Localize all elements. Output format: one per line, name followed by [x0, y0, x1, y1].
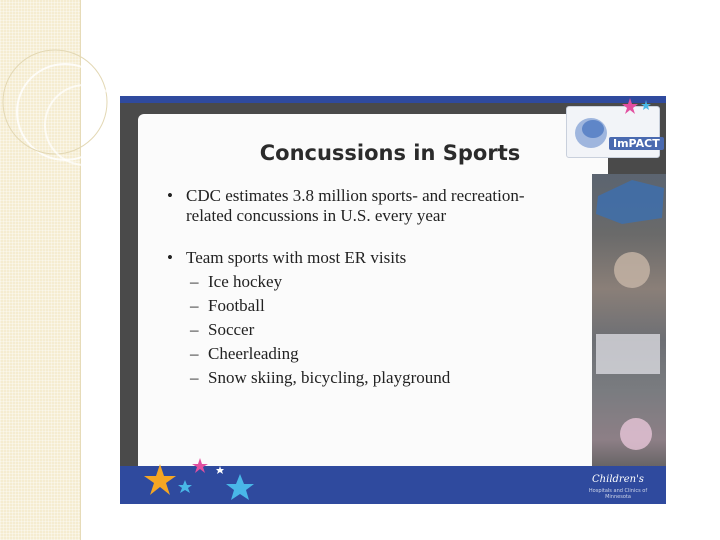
sub-item — [190, 368, 450, 388]
sub-item-label: Ice hockey — [208, 272, 283, 291]
sub-item-label: Cheerleading — [208, 344, 299, 363]
sub-item-label: Snow skiing, bicycling, playground — [208, 368, 451, 387]
sub-item-label: Football — [208, 296, 265, 315]
sub-item — [190, 296, 265, 316]
bullet-dot: • — [167, 248, 173, 267]
slide-title: Concussions in Sports — [259, 141, 521, 165]
impact-logo-text: ImPACT — [609, 137, 664, 150]
dash-glyph: – — [190, 368, 199, 387]
bullet-2: Team sports with most ER visits — [186, 248, 407, 267]
stars-icon — [140, 456, 260, 504]
sub-item — [190, 272, 282, 292]
dash-glyph: – — [190, 320, 199, 339]
dash-glyph: – — [190, 272, 199, 291]
small-stars-icon — [620, 96, 660, 118]
brain-head-icon — [571, 111, 611, 151]
dash-glyph: – — [190, 296, 199, 315]
bullet-dot: • — [167, 186, 173, 205]
decorative-arcs — [0, 0, 140, 200]
bullet-1-line-2: related concussions in U.S. every year — [186, 206, 447, 225]
photo-collage-shapes — [592, 174, 666, 476]
slide-image — [120, 96, 666, 504]
dash-glyph: – — [190, 344, 199, 363]
bullet-1-line-1: CDC estimates 3.8 million sports- and recreation- — [186, 186, 525, 205]
childrens-logo-tagline: Hospitals and Clinics of Minnesota — [588, 488, 648, 500]
sub-item-label: Soccer — [208, 320, 255, 339]
slide-top-band — [120, 96, 666, 103]
sub-item — [190, 320, 254, 340]
sub-item — [190, 344, 299, 364]
childrens-logo-text: Children's — [592, 474, 644, 485]
